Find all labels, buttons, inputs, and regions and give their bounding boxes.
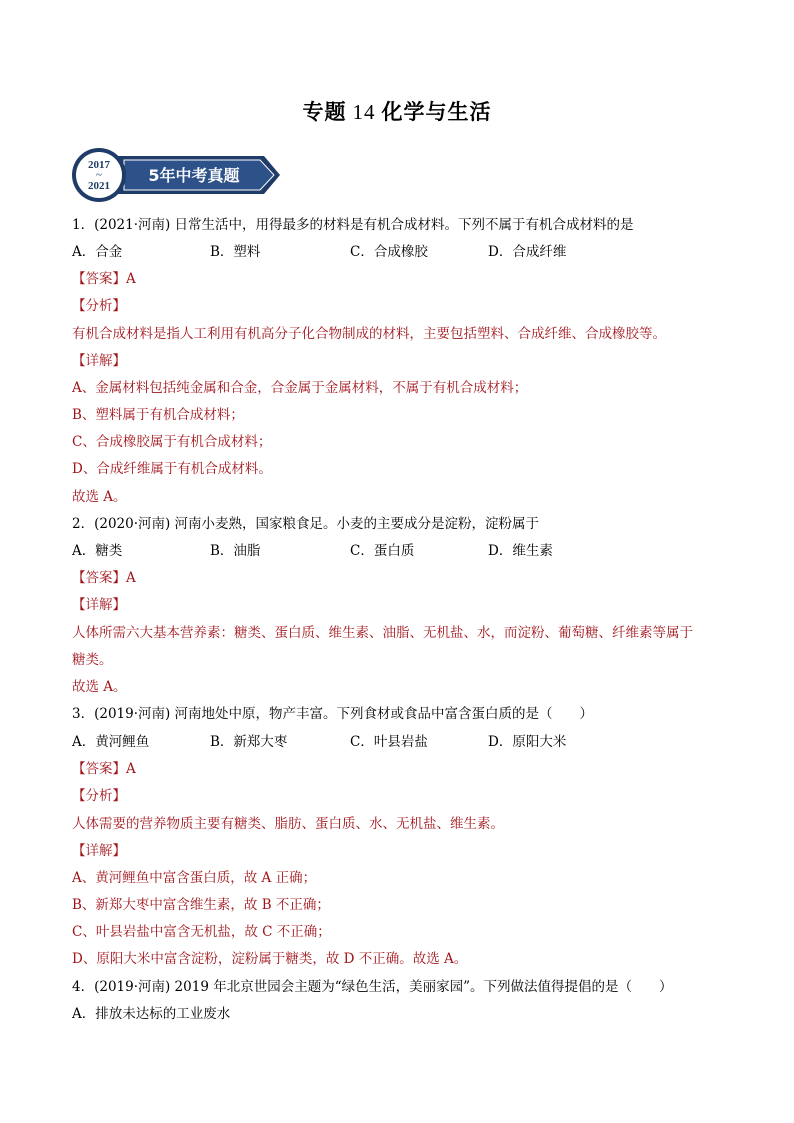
banner-year-top: 2017 xyxy=(88,159,110,171)
q2-stem: 2．(2020·河南) 河南小麦熟，国家粮食足。小麦的主要成分是淀粉，淀粉属于 xyxy=(72,516,540,532)
q3-option-c: C．叶县岩盐 xyxy=(350,734,428,750)
q3-detail-c: C、叶县岩盐中富含无机盐，故 C 不正确； xyxy=(72,924,331,940)
q2-detail-line-2: 糖类。 xyxy=(72,652,113,668)
q1-detail-a: A、金属材料包括纯金属和合金，合金属于金属材料，不属于有机合成材料； xyxy=(72,380,528,396)
title-number: 14 xyxy=(352,100,376,124)
q1-option-a: A．合金 xyxy=(72,244,123,260)
exam-banner xyxy=(72,148,282,202)
q1-detail-label: 【详解】 xyxy=(72,353,126,369)
banner-tilde: ~ xyxy=(96,169,102,181)
q2-conclusion: 故选 A。 xyxy=(72,679,127,695)
q3-options xyxy=(72,733,566,751)
q2-answer: 【答案】A xyxy=(72,570,136,586)
q4-option-a: A．排放未达标的工业废水 xyxy=(72,1006,231,1022)
q1-option-d: D．合成纤维 xyxy=(488,244,567,260)
q1-option-c: C．合成橡胶 xyxy=(350,244,428,260)
q3-option-d: D．原阳大米 xyxy=(488,734,567,750)
page-title xyxy=(0,96,794,126)
q1-options xyxy=(72,243,566,261)
q3-detail-a: A、黄河鲤鱼中富含蛋白质，故 A 正确； xyxy=(72,870,317,886)
q1-option-b: B．塑料 xyxy=(210,244,261,260)
q2-options xyxy=(72,542,553,560)
q2-detail-label: 【详解】 xyxy=(72,597,126,613)
q3-analysis: 人体需要的营养物质主要有糖类、脂肪、蛋白质、水、无机盐、维生素。 xyxy=(72,816,504,832)
banner-year-bottom: 2021 xyxy=(88,180,110,192)
q3-stem: 3．(2019·河南) 河南地处中原，物产丰富。下列食材或食品中富含蛋白质的是（ ） xyxy=(72,706,594,722)
q1-stem: 1．(2021·河南) 日常生活中，用得最多的材料是有机合成材料。下列不属于有机合成材料的是 xyxy=(72,217,634,233)
q3-analysis-label: 【分析】 xyxy=(72,788,126,804)
q1-answer: 【答案】A xyxy=(72,271,136,287)
q3-option-b: B．新郑大枣 xyxy=(210,734,288,750)
q3-detail-label: 【详解】 xyxy=(72,843,126,859)
q2-option-c: C．蛋白质 xyxy=(350,543,415,559)
q1-detail-c: C、合成橡胶属于有机合成材料； xyxy=(72,434,272,450)
q2-option-d: D．维生素 xyxy=(488,543,553,559)
q3-detail-b: B、新郑大枣中富含维生素，故 B 不正确； xyxy=(72,897,330,913)
q2-option-a: A．糖类 xyxy=(72,543,123,559)
q1-detail-d: D、合成纤维属于有机合成材料。 xyxy=(72,461,272,477)
q3-detail-d: D、原阳大米中富含淀粉，淀粉属于糖类，故 D 不正确。故选 A。 xyxy=(72,951,468,967)
q3-option-a: A．黄河鲤鱼 xyxy=(72,734,150,750)
banner-text: 5年中考真题 xyxy=(148,166,240,185)
q1-detail-b: B、塑料属于有机合成材料； xyxy=(72,407,244,423)
title-prefix: 专题 xyxy=(302,99,347,124)
q1-analysis-label: 【分析】 xyxy=(72,298,126,314)
q2-detail-line-1: 人体所需六大基本营养素：糖类、蛋白质、维生素、油脂、无机盐、水，而淀粉、葡萄糖、纤维素等属于 xyxy=(72,625,693,641)
q3-answer: 【答案】A xyxy=(72,761,136,777)
q1-conclusion: 故选 A。 xyxy=(72,489,127,505)
q4-stem: 4．(2019·河南) 2019 年北京世园会主题为“绿色生活，美丽家园”。下列做法值得提倡的是（ ） xyxy=(72,979,673,995)
q2-option-b: B．油脂 xyxy=(210,543,261,559)
title-name: 化学与生活 xyxy=(381,99,492,124)
q1-analysis: 有机合成材料是指人工利用有机高分子化合物制成的材料，主要包括塑料、合成纤维、合成橡胶等。 xyxy=(72,326,666,342)
